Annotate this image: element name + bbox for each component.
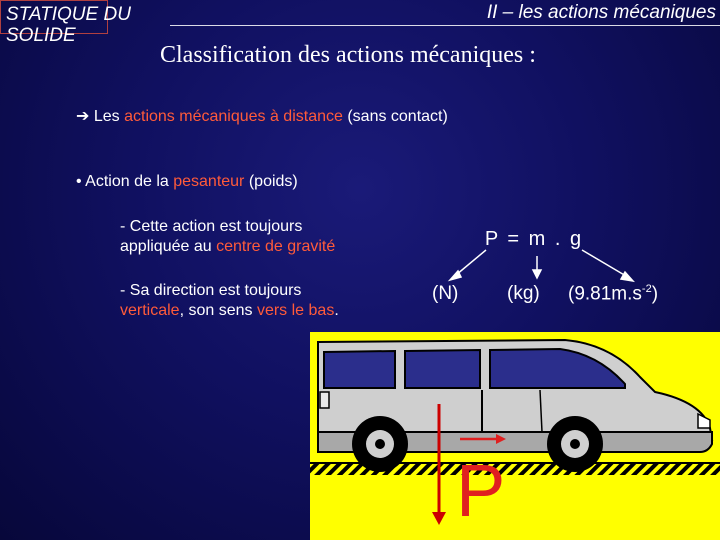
force-label: P	[456, 449, 506, 532]
arrow-head-kilogram	[533, 270, 541, 278]
distance-actions-suffix: (sans contact)	[342, 108, 448, 125]
arrow-bullet-icon: ➔	[76, 108, 90, 125]
weight-arrow-head	[432, 512, 446, 525]
unit-gravity-exponent: -2	[641, 283, 652, 295]
course-title-line2: SOLIDE	[6, 25, 76, 46]
tail-light	[320, 392, 329, 408]
center-of-gravity-highlight: centre de gravité	[216, 238, 336, 255]
gravity-action-suffix: (poids)	[244, 173, 298, 190]
gravity-action-highlight: pesanteur	[173, 173, 245, 190]
minivan-drawing	[310, 332, 720, 540]
unit-newton: (N)	[432, 283, 459, 304]
course-title-line1: STATIQUE DU	[6, 4, 131, 25]
application-point-prefix: appliquée au	[120, 238, 217, 255]
downward-highlight: vers le bas	[256, 302, 335, 319]
unit-gravity-prefix: (9.81m.s	[568, 283, 642, 305]
direction-line1: - Sa direction est toujours	[120, 282, 302, 299]
direction-mid: , son sens	[179, 302, 257, 319]
distance-actions-prefix: Les	[89, 108, 125, 125]
arrow-head-newton	[450, 271, 461, 280]
application-point-line1: - Cette action est toujours	[120, 218, 303, 235]
weight-formula: P = m . g	[484, 228, 584, 250]
unit-kilogram: (kg)	[507, 283, 540, 304]
vertical-highlight: verticale	[120, 302, 180, 319]
rear-wheel	[352, 416, 408, 472]
arrow-to-gravity	[582, 250, 626, 276]
section-title: II – les actions mécaniques	[486, 2, 716, 23]
unit-gravity	[568, 283, 658, 305]
front-wheel	[547, 416, 603, 472]
middle-window	[405, 350, 480, 388]
rear-window	[324, 351, 395, 388]
distance-actions-highlight: actions mécaniques à distance	[124, 108, 343, 125]
direction-end: .	[334, 302, 339, 319]
arrow-to-newton	[456, 250, 486, 275]
unit-gravity-suffix: )	[651, 283, 659, 305]
car-illustration	[310, 332, 720, 540]
slide-heading: Classification des actions mécaniques :	[160, 42, 536, 68]
gravity-action-prefix: • Action de la	[76, 173, 174, 190]
